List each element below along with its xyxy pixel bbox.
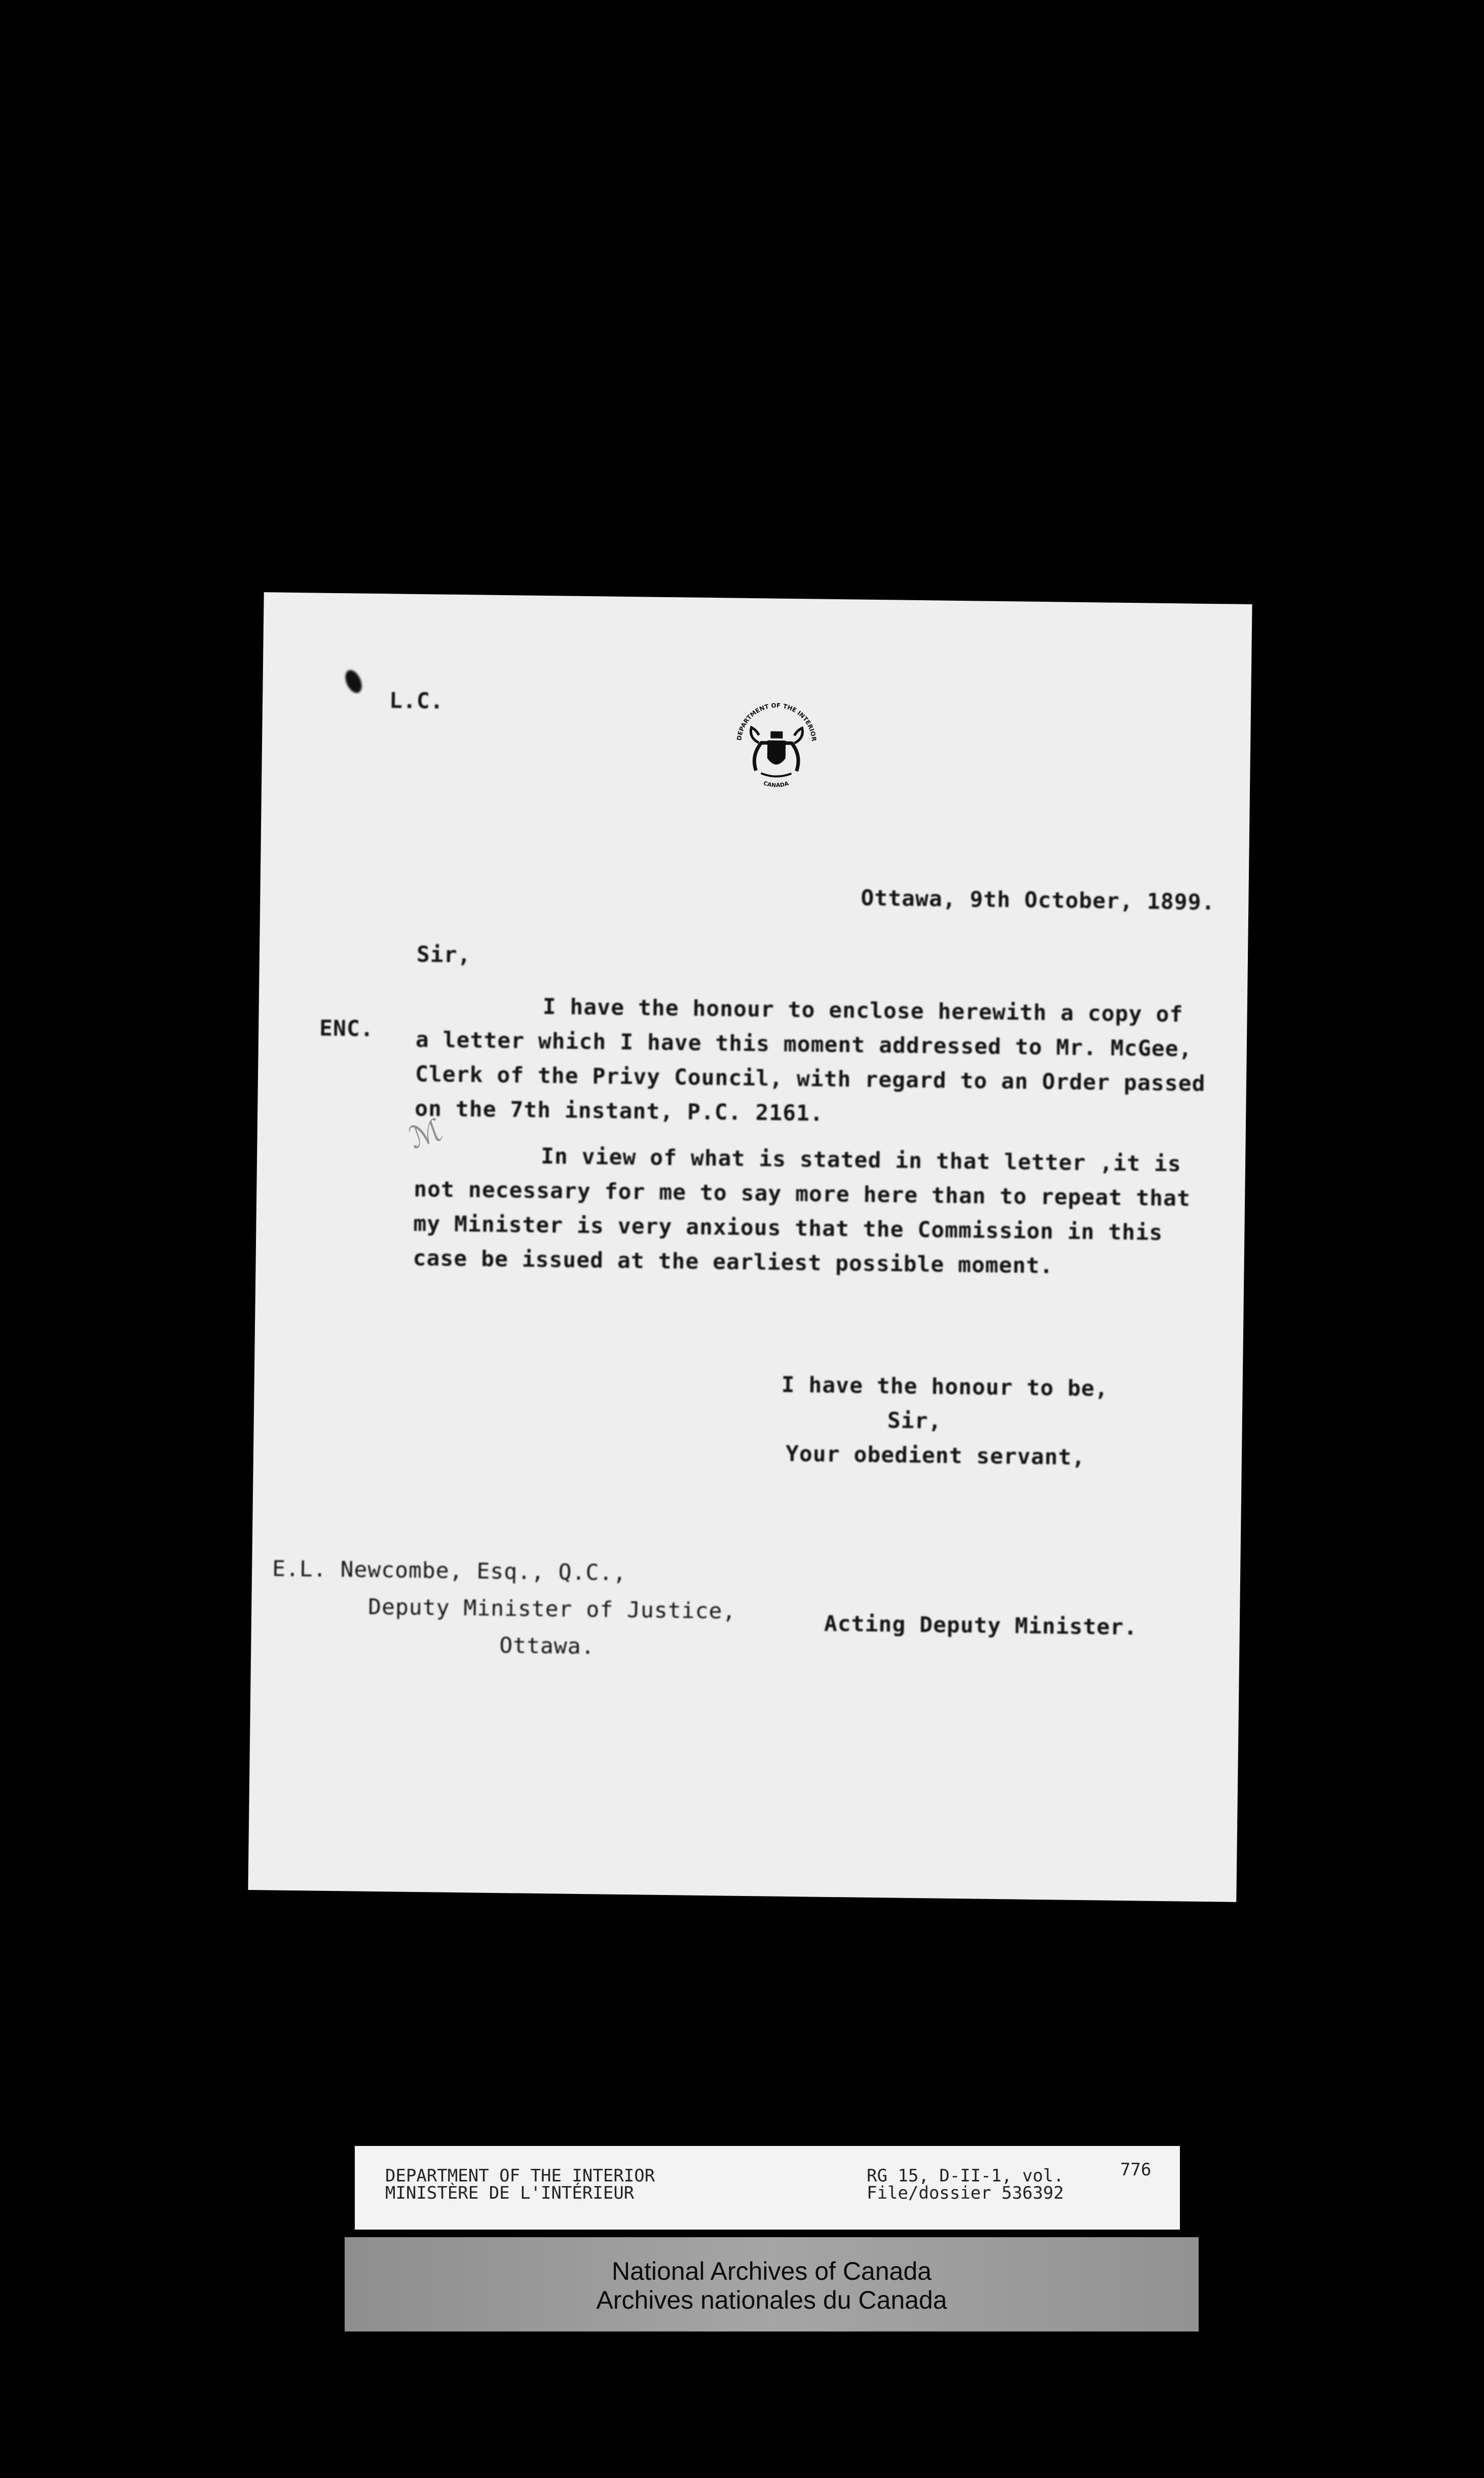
body-line: on the 7th instant, P.C. 2161. xyxy=(414,1096,824,1126)
addressee-line: Deputy Minister of Justice, xyxy=(367,1594,736,1624)
letter-page xyxy=(248,592,1252,1902)
pencil-mark: ℳ xyxy=(404,1112,447,1156)
salutation: Sir, xyxy=(416,941,471,968)
archive-file-label xyxy=(355,2146,1180,2230)
addressee-line: E.L. Newcombe, Esq., Q.C., xyxy=(272,1556,627,1586)
body-line: Clerk of the Privy Council, with regard to an Order passed xyxy=(415,1061,1206,1097)
body-line: In view of what is stated in that letter ,it is xyxy=(540,1143,1182,1177)
reference-mark: L.C. xyxy=(389,688,444,714)
closing-line: Your obedient servant, xyxy=(785,1441,1086,1471)
body-line: my Minister is very anxious that the Commission in this xyxy=(413,1211,1163,1246)
closing-line: I have the honour to be, xyxy=(781,1372,1109,1402)
department-label-en: DEPARTMENT OF THE INTERIOR xyxy=(385,2166,655,2186)
svg-text:DEPARTMENT OF THE INTERIOR: DEPARTMENT OF THE INTERIOR xyxy=(735,702,818,742)
body-line: a letter which I have this moment addressed to Mr. McGee, xyxy=(415,1027,1193,1062)
body-line: I have the honour to enclose herewith a copy of xyxy=(542,994,1183,1028)
body-line: case be issued at the earliest possible moment. xyxy=(413,1245,1054,1279)
archives-name-fr: Archives nationales du Canada xyxy=(596,2286,947,2314)
closing-line: Sir, xyxy=(887,1408,942,1434)
file-number-label: File/dossier 536392 xyxy=(867,2183,1064,2203)
department-label-fr: MINISTÈRE DE L'INTÉRIEUR xyxy=(385,2183,635,2203)
department-crest-icon xyxy=(725,694,828,796)
volume-number: 776 xyxy=(1120,2160,1152,2180)
archives-name-en: National Archives of Canada xyxy=(612,2257,932,2285)
letter-date: Ottawa, 9th October, 1899. xyxy=(861,885,1215,916)
archives-banner xyxy=(345,2237,1199,2331)
body-line: not necessary for me to say more here than to repeat that xyxy=(414,1176,1191,1212)
signature-title: Acting Deputy Minister. xyxy=(824,1611,1138,1641)
addressee-line: Ottawa. xyxy=(499,1633,595,1660)
ink-blot xyxy=(342,668,365,696)
record-group-label: RG 15, D-II-1, vol. xyxy=(867,2166,1064,2186)
svg-text:CANADA: CANADA xyxy=(762,780,790,789)
enclosure-note: ENC. xyxy=(319,1015,375,1042)
